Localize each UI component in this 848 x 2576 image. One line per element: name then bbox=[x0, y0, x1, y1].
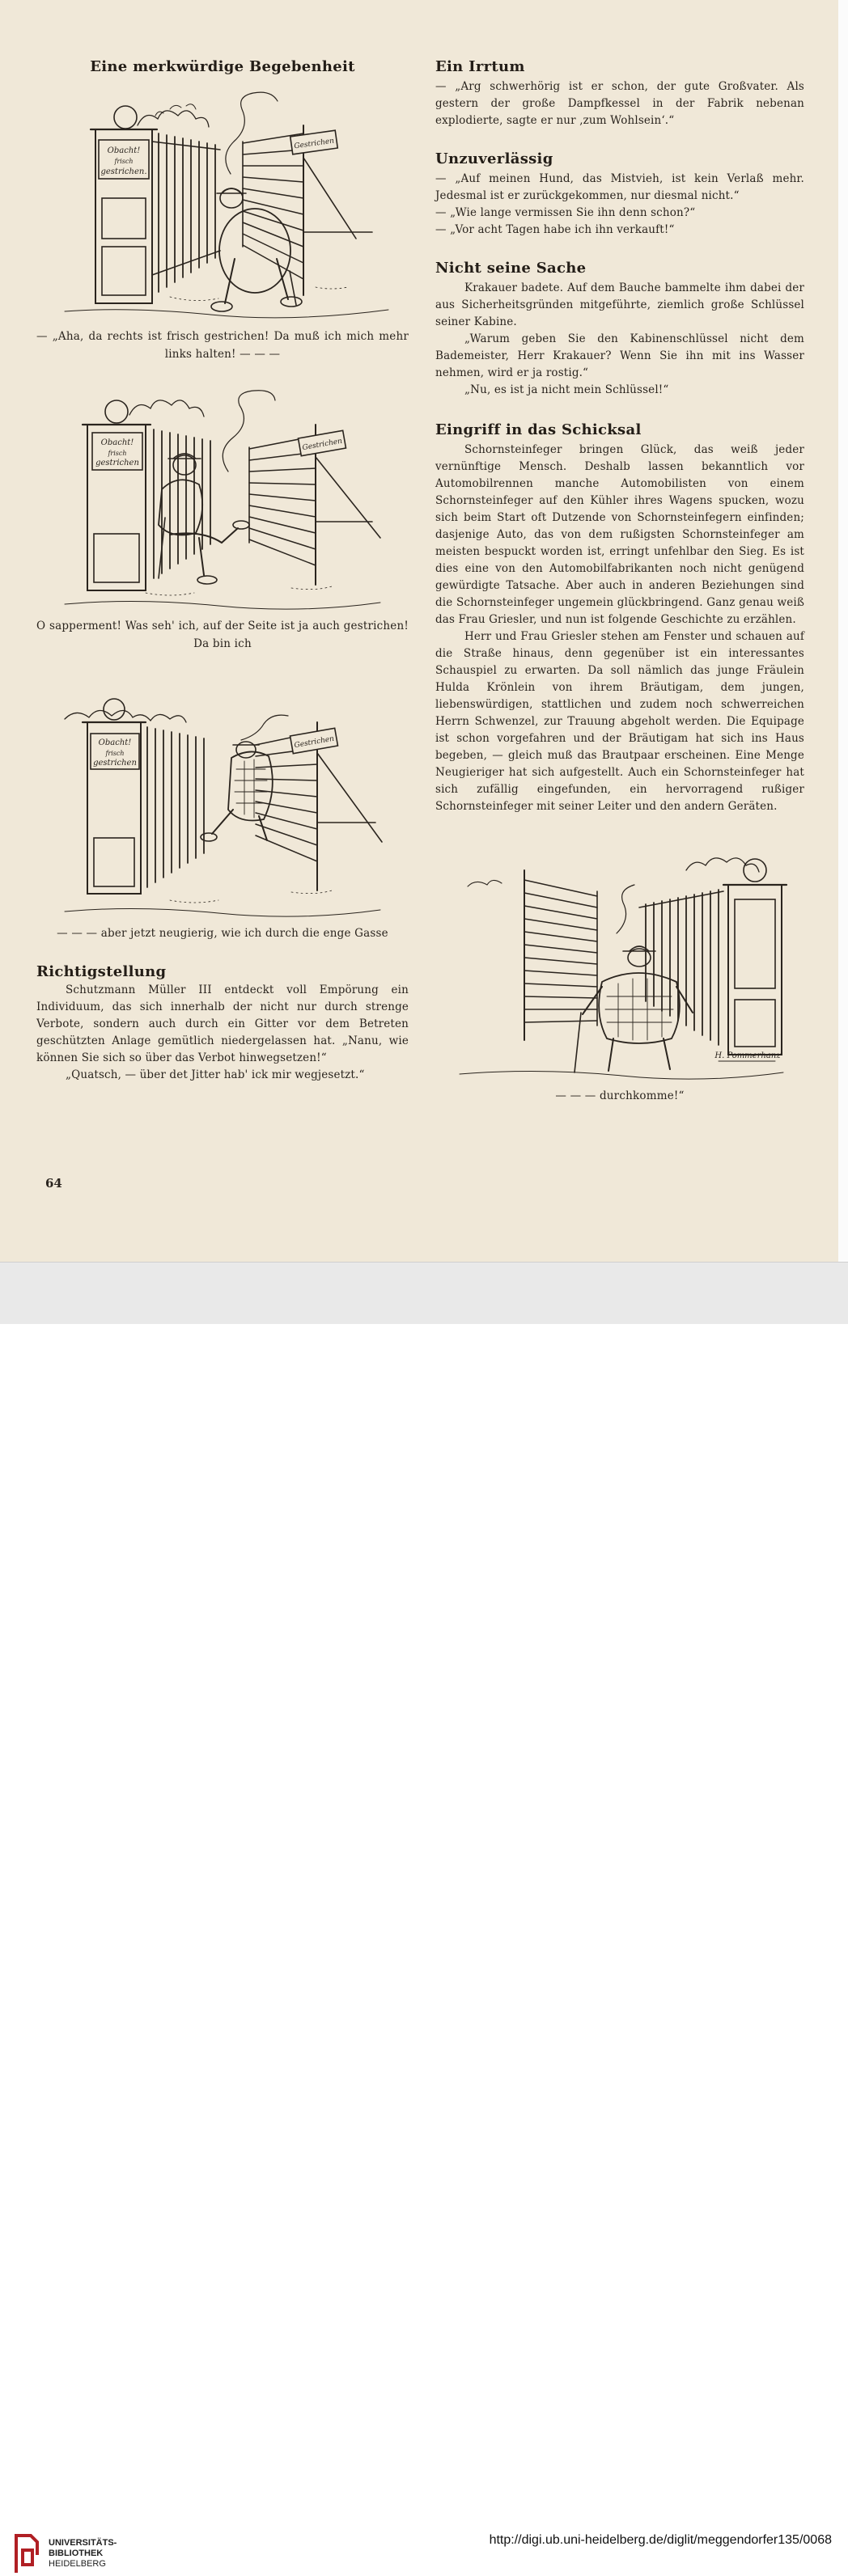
eingriff-paragraph-2: Herr und Frau Griesler stehen am Fenster und schauen auf die Straße hinaus, denn gegenüber ist ein interessantes Schauspiel zu erwarten. Da soll nämlich das junge Fräulein Hulda Krönlein von ihrem Bräutigam, dem jungen, liebenswürdigen, stattlichen und zudem noch schwerreichen Herrn Schwenzel, zur Trauung abgeholt werden. Die Equipage ist schon vorgefahren und der Bräutigam hat sich ins Haus begeben, — gleich muß das Brautpaar erscheinen. Eine Menge Neugieriger hat sich aufgestellt. Auch ein Schornsteinfeger hat sich zufällig eingefunden, ein hervorragend rußiger Schornsteinfeger mit seiner Leiter und den andern Geräten. bbox=[435, 630, 804, 813]
permalink-url[interactable]: http://digi.ub.uni-heidelberg.de/diglit/meggendorfer135/0068 bbox=[489, 2533, 832, 2547]
right-column bbox=[435, 58, 804, 1105]
panel-1-caption: — „Aha, da rechts ist frisch gestrichen! Da muß ich mich mehr links halten! — — — bbox=[36, 330, 409, 361]
cartoon-panel-4 bbox=[443, 838, 796, 1081]
cartoon-panel-1 bbox=[49, 85, 396, 321]
library-name-line-1: UNIVERSITÄTS- bbox=[49, 2537, 117, 2548]
footer-bar bbox=[0, 1262, 848, 2569]
nicht-seine-sache-title: Nicht seine Sache bbox=[435, 260, 587, 277]
unzuverlaessig-title: Unzuverlässig bbox=[435, 150, 553, 167]
page-number: 64 bbox=[45, 1176, 62, 1191]
unzuverlaessig-paragraph-2: — „Wie lange vermissen Sie ihn denn schon?“ bbox=[435, 206, 696, 219]
cartoon-panel-2 bbox=[49, 376, 396, 611]
richtigstellung-title: Richtigstellung bbox=[36, 963, 167, 980]
library-logo-icon bbox=[11, 2531, 42, 2576]
artist-signature: H. Pommerhanz bbox=[714, 1051, 781, 1060]
paper-scan bbox=[0, 0, 838, 1262]
irrtum-paragraph: — „Arg schwerhörig ist er schon, der gute Großvater. Als gestern der große Dampfkessel in der Fabrik nebenan explodierte, sagte er nur ‚zum Wohlsein‘.“ bbox=[435, 80, 804, 127]
unzuverlaessig-paragraph-1: — „Auf meinen Hund, das Mistvieh, ist kein Verlaß mehr. Jedesmal ist er zurückgekommen, nur diesmal nicht.“ bbox=[435, 172, 804, 202]
gate-sign-line-1: Obacht! bbox=[98, 738, 132, 747]
gate-sign-line-1: Obacht! bbox=[107, 146, 141, 155]
left-column bbox=[36, 58, 409, 1084]
fence-sign: Gestrichen bbox=[301, 437, 343, 453]
gate-sign-line-3: gestrichen. bbox=[100, 167, 147, 176]
richtigstellung-paragraph-2: „Quatsch, — über det Jitter hab' ick mir wegjesetzt.“ bbox=[66, 1068, 365, 1081]
gate-sign-line-2: frisch bbox=[114, 158, 134, 165]
library-name-line-2: BIBLIOTHEK bbox=[49, 2548, 104, 2558]
scan-margin bbox=[838, 0, 848, 1262]
panel-2-caption: O sapperment! Was seh' ich, auf der Seite ist ja auch gestrichen! Da bin ich bbox=[36, 620, 409, 650]
gate-sign-line-1: Obacht! bbox=[100, 438, 134, 447]
nicht-seine-sache-paragraph-1: Krakauer badete. Auf dem Bauche bammelte ihm dabei der aus Sicherheitsgründen mitgeführte, ziemlich große Schlüssel seiner Kabine. bbox=[435, 281, 804, 328]
panel-3-caption: — — — aber jetzt neugierig, wie ich durch die enge Gasse bbox=[57, 927, 388, 940]
library-name-line-3: HEIDELBERG bbox=[49, 2558, 106, 2569]
gate-sign-line-3: gestrichen bbox=[93, 759, 137, 768]
cartoon-panel-3 bbox=[49, 680, 396, 918]
nicht-seine-sache-paragraph-2: „Warum geben Sie den Kabinenschlüssel nicht dem Bademeister, Herr Krakauer? Wenn Sie ihn mit ins Wasser nehmen, wird er ja rostig.“ bbox=[435, 332, 804, 379]
irrtum-title: Ein Irrtum bbox=[435, 58, 525, 75]
gate-sign-line-2: frisch bbox=[105, 750, 125, 757]
fence-sign: Gestrichen bbox=[293, 137, 335, 151]
library-name bbox=[49, 2538, 117, 2570]
richtigstellung-paragraph-1: Schutzmann Müller III entdeckt voll Empörung ein Individuum, das sich innerhalb der nicht nur durch strenge Verbote, sondern auch durch ein Gitter vor dem Betreten geschützten Anlage gemütlich niedergelassen hat. „Nanu, wie können Sie sich so über das Verbot hinwegsetzen!“ bbox=[36, 983, 409, 1064]
gate-sign-line-2: frisch bbox=[108, 450, 127, 457]
unzuverlaessig-paragraph-3: — „Vor acht Tagen habe ich ihn verkauft!“ bbox=[435, 223, 675, 236]
eingriff-paragraph-1: Schornsteinfeger bringen Glück, das weiß jeder vernünftige Mensch. Deshalb lassen bekanntlich vor Automobilrennen manche Automobilisten von einem Schornsteinfeger auf den Kühler ihres Wagens spucken, wozu sich beim Start oft Dutzende von Schornsteinfegern einfinden; dasjenige Auto, das von dem rußigsten Schornsteinfeger am meisten bespuckt worden ist, erringt unfehlbar den Sieg. Es ist dies eine von den Automobilfabrikanten noch nicht genügend gewürdigte Tatsache. Aber auch in anderen Beziehungen sind die Schornsteinfeger ungemein glückbringend. Ganz genau weiß das Frau Griesler, und nun ist folgende Geschichte zu erzählen. bbox=[435, 443, 804, 626]
nicht-seine-sache-paragraph-3: „Nu, es ist ja nicht mein Schlüssel!“ bbox=[464, 383, 669, 396]
fence-sign: Gestrichen bbox=[293, 734, 335, 751]
library-logo[interactable] bbox=[11, 2531, 117, 2576]
gate-sign-line-3: gestrichen bbox=[95, 459, 139, 467]
cartoon-title: Eine merkwürdige Begebenheit bbox=[90, 58, 355, 75]
eingriff-title: Eingriff in das Schicksal bbox=[435, 421, 642, 438]
panel-4-caption: — — — durchkomme!“ bbox=[555, 1089, 685, 1102]
